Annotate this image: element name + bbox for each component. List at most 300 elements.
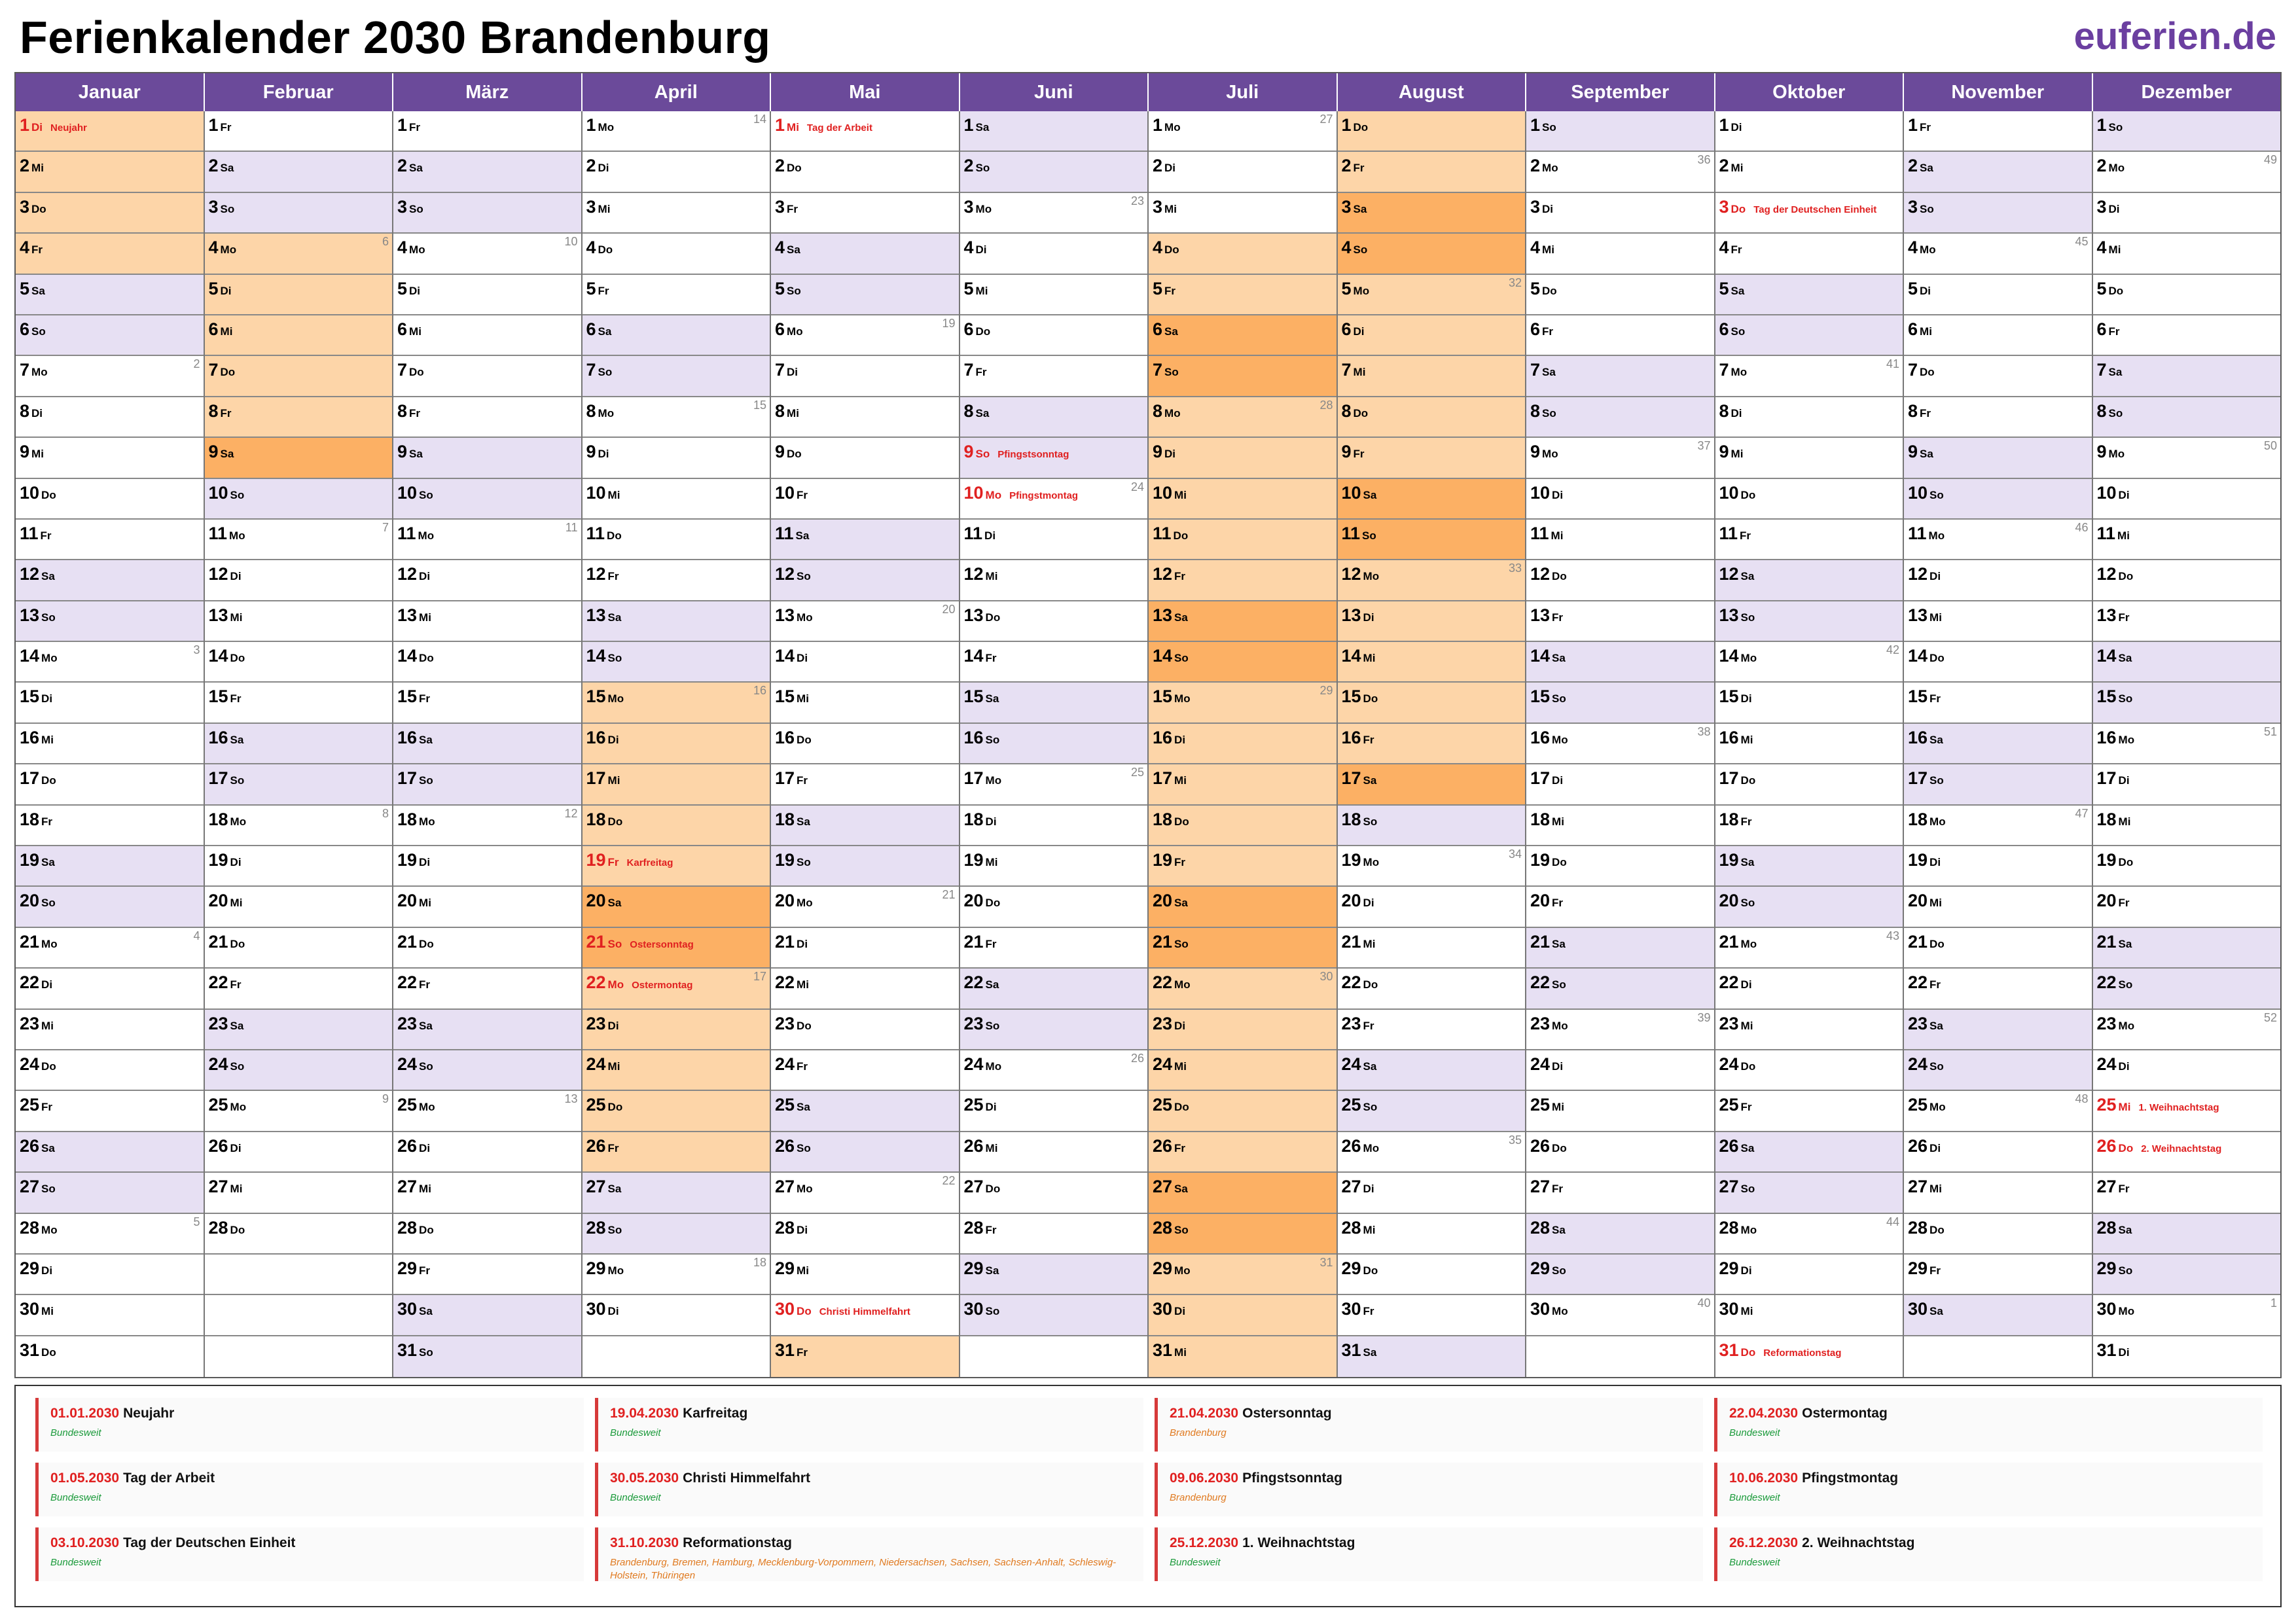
day-cell: [583, 111, 770, 152]
weekday-label: Mo: [1928, 529, 1945, 542]
weekday-label: Sa: [1164, 325, 1178, 338]
day-number: 25 Mo: [208, 1095, 247, 1115]
weekday-label: Mo: [41, 1223, 58, 1236]
week-number: 43: [1886, 929, 1899, 942]
weekday-label: So: [1552, 692, 1566, 705]
week-number: 6: [382, 235, 389, 249]
month-header-maerz: März: [393, 73, 583, 111]
legend-date: 01.05.2030: [50, 1471, 120, 1486]
day-cell: [2093, 1336, 2281, 1377]
month-column-12: [2093, 111, 2281, 1377]
weekday-label: Mi: [41, 1019, 54, 1032]
day-number: 10 Do: [1719, 482, 1756, 503]
day-number: 14 Do: [208, 646, 245, 666]
day-number: 29 So: [2096, 1258, 2133, 1278]
day-number: 17 Do: [1719, 768, 1756, 789]
day-number: 28 Do: [208, 1217, 245, 1238]
day-cell: [205, 356, 393, 397]
day-cell: [205, 193, 393, 234]
weekday-label: Fr: [41, 815, 53, 828]
day-number: 28 So: [586, 1217, 622, 1238]
day-cell: [16, 764, 204, 805]
weekday-label: Do: [41, 1346, 56, 1359]
legend-holiday-name: Karfreitag: [683, 1406, 748, 1421]
weekday-label: Di: [1740, 1264, 1752, 1277]
day-number: 6 Fr: [2096, 319, 2120, 339]
weekday-label: Sa: [1363, 488, 1377, 501]
day-number: 23 Mo: [2096, 1013, 2135, 1033]
day-number: 18 So: [1341, 809, 1378, 829]
weekday-label: Mi: [985, 856, 998, 869]
weekday-label: Sa: [1363, 1060, 1377, 1073]
week-number: 47: [2075, 806, 2089, 820]
weekday-label: Fr: [1164, 284, 1176, 297]
weekday-label: Sa: [2118, 652, 2132, 665]
weekday-label: So: [797, 1141, 811, 1154]
day-number: 3 Di: [1530, 196, 1554, 217]
day-cell: [771, 152, 959, 192]
day-cell: [205, 397, 393, 438]
day-cell: [205, 806, 393, 846]
weekday-label: Di: [607, 1305, 619, 1318]
weekday-label: Sa: [31, 284, 45, 297]
day-number: 14 Fr: [963, 646, 997, 666]
day-cell: [393, 806, 581, 846]
weekday-label: Mo: [230, 815, 247, 828]
day-number: 18 Sa: [775, 809, 810, 829]
day-number: 24 Mi: [1153, 1054, 1187, 1074]
day-number: 23 Mo: [1530, 1013, 1568, 1033]
day-cell: [1149, 193, 1336, 234]
day-cell: [960, 560, 1148, 601]
weekday-label: Do: [1174, 1101, 1189, 1114]
day-number: 7 Mo: [20, 360, 48, 380]
weekday-label: Fr: [230, 978, 242, 991]
day-cell: [1338, 846, 1526, 887]
week-number: 50: [2263, 439, 2277, 453]
day-cell: [1526, 1132, 1714, 1173]
day-cell: [393, 887, 581, 927]
day-cell: [1904, 479, 2092, 520]
day-cell: [393, 152, 581, 192]
weekday-label: Sa: [607, 1183, 622, 1196]
weekday-label: Mo: [797, 897, 813, 910]
day-cell: [583, 1295, 770, 1336]
weekday-label: Fr: [1174, 856, 1186, 869]
weekday-label: So: [1542, 121, 1556, 134]
day-number: 2 Di: [586, 156, 609, 176]
day-cell: [1904, 1173, 2092, 1213]
week-number: 11: [565, 520, 578, 534]
day-cell: [205, 601, 393, 642]
day-cell: [771, 642, 959, 683]
week-number: 23: [1130, 194, 1144, 207]
weekday-label: Do: [607, 815, 623, 828]
day-number: 13 Mi: [1908, 605, 1942, 625]
weekday-label: Sa: [607, 897, 622, 910]
weekday-label: So: [419, 774, 433, 787]
day-number: 18 Mo: [208, 809, 247, 829]
weekday-label: Mo: [229, 529, 245, 542]
day-number: 19 Mi: [963, 850, 998, 870]
day-cell: [1149, 275, 1336, 315]
legend-item: [35, 1527, 584, 1581]
weekday-label: Fr: [975, 366, 987, 379]
day-cell: [1715, 479, 1903, 520]
day-cell: [2093, 275, 2281, 315]
day-number: 27 Fr: [2096, 1177, 2130, 1197]
weekday-label: Do: [220, 366, 236, 379]
day-cell: [1715, 1050, 1903, 1091]
day-cell: [2093, 520, 2281, 560]
day-number: 18 Do: [586, 809, 623, 829]
weekday-label: So: [975, 448, 990, 461]
month-header-juli: Juli: [1149, 73, 1338, 111]
day-cell: [205, 479, 393, 520]
day-number: 11 Mo: [1908, 523, 1945, 543]
day-number: 3 Mo: [963, 196, 992, 217]
legend-item: [595, 1398, 1143, 1452]
day-number: 7 Do: [397, 360, 424, 380]
day-number: 20 So: [20, 891, 56, 911]
day-number: 26 Sa: [20, 1135, 55, 1156]
month-column-4: [583, 111, 772, 1377]
weekday-label: So: [41, 897, 56, 910]
day-number: 6 Mi: [397, 319, 422, 339]
day-number: 25 Mi 1. Weihnachtstag: [2096, 1095, 2219, 1115]
day-number: 20 Mo: [775, 891, 813, 911]
weekday-label: Fr: [1552, 611, 1564, 624]
day-cell: [2093, 1132, 2281, 1173]
day-number: 17 Do: [20, 768, 56, 789]
day-cell: [960, 193, 1148, 234]
weekday-label: Di: [2118, 488, 2130, 501]
day-cell: [1338, 397, 1526, 438]
day-cell: [205, 887, 393, 927]
day-number: 22 Di: [20, 972, 53, 993]
day-cell: [2093, 1255, 2281, 1295]
day-cell: [1715, 928, 1903, 969]
day-cell: [16, 560, 204, 601]
day-cell: [2093, 1214, 2281, 1255]
day-number: 25 Mo: [397, 1095, 435, 1115]
day-number: 26 Di: [208, 1135, 242, 1156]
day-number: 4 Mo: [208, 238, 237, 258]
weekday-label: Do: [230, 652, 245, 665]
day-cell: [1338, 683, 1526, 723]
day-cell: [393, 1010, 581, 1050]
empty-cell: [205, 1295, 393, 1336]
weekday-label: Mo: [1174, 978, 1191, 991]
day-cell: [16, 806, 204, 846]
weekday-label: Sa: [1353, 202, 1367, 215]
day-number: 14 Sa: [2096, 646, 2132, 666]
day-number: 28 Mo: [20, 1217, 58, 1238]
day-cell: [771, 764, 959, 805]
day-number: 13 Sa: [1153, 605, 1188, 625]
weekday-label: Di: [41, 978, 53, 991]
weekday-label: Fr: [607, 1141, 619, 1154]
weekday-label: Do: [787, 162, 802, 175]
day-cell: [1904, 356, 2092, 397]
day-cell: [1715, 520, 1903, 560]
weekday-label: Sa: [1552, 652, 1566, 665]
day-cell: [960, 642, 1148, 683]
day-number: 21 So Ostersonntag: [586, 931, 694, 952]
day-cell: [1526, 520, 1714, 560]
day-number: 6 Do: [963, 319, 991, 339]
day-cell: [1149, 724, 1336, 764]
month-column-2: [205, 111, 394, 1377]
weekday-label: Mi: [2118, 1101, 2131, 1114]
day-cell: [1338, 560, 1526, 601]
weekday-label: Fr: [1552, 1183, 1564, 1196]
day-number: 26 Do: [1530, 1135, 1567, 1156]
day-number: 4 Mi: [1530, 238, 1554, 258]
weekday-label: So: [230, 488, 245, 501]
legend-holiday-name: Reformationstag: [683, 1535, 792, 1550]
day-cell: [16, 111, 204, 152]
weekday-label: Fr: [1929, 978, 1941, 991]
day-cell: [1338, 479, 1526, 520]
legend-item: [35, 1398, 584, 1452]
day-cell: [583, 969, 770, 1009]
day-cell: [1715, 1214, 1903, 1255]
day-number: 26 Do 2. Weihnachtstag: [2096, 1135, 2222, 1156]
week-number: 44: [1886, 1215, 1899, 1228]
day-number: 14 Do: [397, 646, 434, 666]
day-cell: [16, 724, 204, 764]
day-number: 5 Sa: [1719, 278, 1745, 298]
day-cell: [16, 479, 204, 520]
weekday-label: Mo: [419, 815, 435, 828]
week-number: 9: [382, 1092, 389, 1106]
day-number: 11 Mo: [208, 523, 245, 543]
day-cell: [2093, 887, 2281, 927]
week-number: 52: [2263, 1010, 2277, 1024]
day-cell: [1149, 315, 1336, 356]
day-number: 9 Do: [775, 442, 802, 462]
day-number: 22 So: [1530, 972, 1566, 993]
brand-logo[interactable]: euferien.de: [2073, 15, 2276, 58]
weekday-label: So: [409, 202, 423, 215]
day-number: 6 Sa: [586, 319, 612, 339]
day-number: 18 Mo: [397, 809, 435, 829]
weekday-label: Sa: [1929, 733, 1943, 746]
day-number: 4 Mi: [2096, 238, 2121, 258]
weekday-label: Di: [598, 162, 609, 175]
weekday-label: Di: [598, 448, 609, 461]
day-cell: [2093, 397, 2281, 438]
day-cell: [771, 275, 959, 315]
day-cell: [1904, 275, 2092, 315]
weekday-label: Mi: [230, 897, 243, 910]
day-cell: [1338, 969, 1526, 1009]
weekday-label: Sa: [598, 325, 612, 338]
week-number: 1: [2270, 1296, 2277, 1310]
weekday-label: Mi: [985, 570, 998, 583]
day-number: 3 Sa: [1341, 196, 1367, 217]
weekday-label: So: [2108, 406, 2123, 419]
day-cell: [771, 315, 959, 356]
day-number: 27 Fr: [1530, 1177, 1564, 1197]
day-number: 4 Fr: [1719, 238, 1742, 258]
weekday-label: So: [985, 1019, 1000, 1032]
day-cell: [583, 1255, 770, 1295]
holiday-name: Ostermontag: [632, 980, 693, 991]
weekday-label: Fr: [1740, 1101, 1752, 1114]
day-number: 15 Mi: [775, 687, 809, 707]
weekday-label: Sa: [1174, 897, 1188, 910]
day-cell: [393, 479, 581, 520]
day-number: 27 Mi: [397, 1177, 431, 1197]
day-cell: [393, 1132, 581, 1173]
weekday-label: So: [1920, 202, 1934, 215]
day-number: 24 Di: [2096, 1054, 2130, 1074]
day-cell: [2093, 315, 2281, 356]
day-cell: [1904, 1255, 2092, 1295]
weekday-label: Do: [607, 1101, 623, 1114]
day-number: 7 Sa: [1530, 360, 1556, 380]
weekday-label: Di: [797, 937, 808, 950]
weekday-label: So: [1353, 243, 1368, 257]
weekday-label: Do: [1552, 570, 1567, 583]
day-number: 8 Mo: [586, 401, 615, 421]
weekday-label: Mo: [1363, 856, 1380, 869]
day-cell: [205, 520, 393, 560]
day-cell: [960, 315, 1148, 356]
day-cell: [960, 928, 1148, 969]
weekday-label: Mi: [787, 406, 799, 419]
weekday-label: Mi: [409, 325, 422, 338]
day-cell: [1904, 152, 2092, 192]
day-number: 6 Sa: [1153, 319, 1178, 339]
week-number: 10: [564, 235, 578, 249]
weekday-label: So: [41, 611, 56, 624]
day-number: 22 Fr: [1908, 972, 1941, 993]
weekday-label: Di: [419, 570, 431, 583]
weekday-label: Mi: [31, 448, 44, 461]
day-number: 3 Di: [2096, 196, 2120, 217]
day-cell: [1149, 1173, 1336, 1213]
weekday-label: Di: [1731, 406, 1742, 419]
day-number: 10 Do: [20, 482, 56, 503]
day-cell: [771, 1050, 959, 1091]
day-number: 8 Fr: [1908, 401, 1931, 421]
month-column-3: [393, 111, 583, 1377]
day-number: 1 Sa: [963, 115, 990, 135]
day-number: 11 Sa: [775, 523, 810, 543]
holiday-name: 2. Weihnachtstag: [2141, 1143, 2222, 1154]
day-number: 21 Do: [397, 931, 434, 952]
day-number: 12 So: [775, 564, 811, 584]
day-number: 13 So: [20, 605, 56, 625]
day-cell: [771, 806, 959, 846]
weekday-label: Mo: [419, 1101, 435, 1114]
day-number: 24 Di: [1530, 1054, 1564, 1074]
weekday-label: Mo: [1164, 406, 1181, 419]
weekday-label: So: [607, 652, 622, 665]
weekday-label: Mo: [787, 325, 803, 338]
day-cell: [1526, 111, 1714, 152]
weekday-label: Do: [41, 1060, 56, 1073]
weekday-label: Di: [2118, 774, 2130, 787]
day-cell: [1715, 969, 1903, 1009]
day-number: 28 Mi: [1341, 1217, 1376, 1238]
week-number: 12: [564, 806, 578, 820]
day-cell: [393, 764, 581, 805]
legend-region: Brandenburg: [1170, 1492, 1227, 1503]
day-cell: [205, 764, 393, 805]
day-number: 9 So Pfingstsonntag: [963, 442, 1069, 462]
week-number: 42: [1886, 643, 1899, 657]
weekday-label: Mi: [1363, 1223, 1376, 1236]
day-number: 23 Sa: [208, 1013, 244, 1033]
weekday-label: Do: [1363, 1264, 1378, 1277]
day-cell: [583, 560, 770, 601]
week-number: 25: [1130, 766, 1144, 779]
day-cell: [1338, 764, 1526, 805]
day-number: 24 Fr: [775, 1054, 808, 1074]
day-number: 25 Di: [963, 1095, 997, 1115]
day-number: 15 Do: [1341, 687, 1378, 707]
weekday-label: So: [419, 488, 433, 501]
month-column-7: [1149, 111, 1338, 1377]
day-number: 12 Sa: [1719, 564, 1755, 584]
weekday-label: Fr: [40, 529, 52, 542]
weekday-label: Mi: [230, 1183, 243, 1196]
weekday-label: Di: [2118, 1060, 2130, 1073]
day-cell: [1526, 764, 1714, 805]
month-column-10: [1715, 111, 1905, 1377]
day-number: 30 Mi: [20, 1299, 54, 1319]
day-number: 25 Mi: [1530, 1095, 1564, 1115]
weekday-label: Do: [230, 937, 245, 950]
week-number: 5: [193, 1215, 200, 1228]
day-cell: [960, 1050, 1148, 1091]
weekday-label: Mi: [31, 162, 44, 175]
weekday-label: Do: [797, 733, 812, 746]
weekday-label: Mi: [1929, 1183, 1942, 1196]
day-number: 5 Fr: [1153, 278, 1176, 298]
day-cell: [393, 193, 581, 234]
weekday-label: Sa: [1731, 284, 1745, 297]
day-cell: [583, 234, 770, 274]
day-number: 28 Sa: [2096, 1217, 2132, 1238]
weekday-label: Sa: [1542, 366, 1556, 379]
weekday-label: Mi: [1551, 529, 1564, 542]
day-number: 16 So: [963, 727, 1000, 747]
day-number: 15 So: [1530, 687, 1566, 707]
day-number: 17 Mi: [1153, 768, 1187, 789]
weekday-label: Di: [1174, 1019, 1186, 1032]
day-number: 24 So: [208, 1054, 245, 1074]
weekday-label: Mo: [1363, 570, 1380, 583]
week-number: 24: [1130, 480, 1144, 493]
day-number: 31 Do Reformationstag: [1719, 1340, 1842, 1360]
day-number: 9 Fr: [1341, 442, 1365, 462]
day-cell: [1526, 234, 1714, 274]
day-cell: [1715, 193, 1903, 234]
month-column-9: [1526, 111, 1715, 1377]
day-cell: [771, 1132, 959, 1173]
holiday-name: Ostersonntag: [630, 938, 694, 950]
day-cell: [393, 397, 581, 438]
day-cell: [960, 1255, 1148, 1295]
weekday-label: So: [1542, 406, 1556, 419]
month-header-mai: Mai: [771, 73, 960, 111]
day-cell: [1904, 928, 2092, 969]
